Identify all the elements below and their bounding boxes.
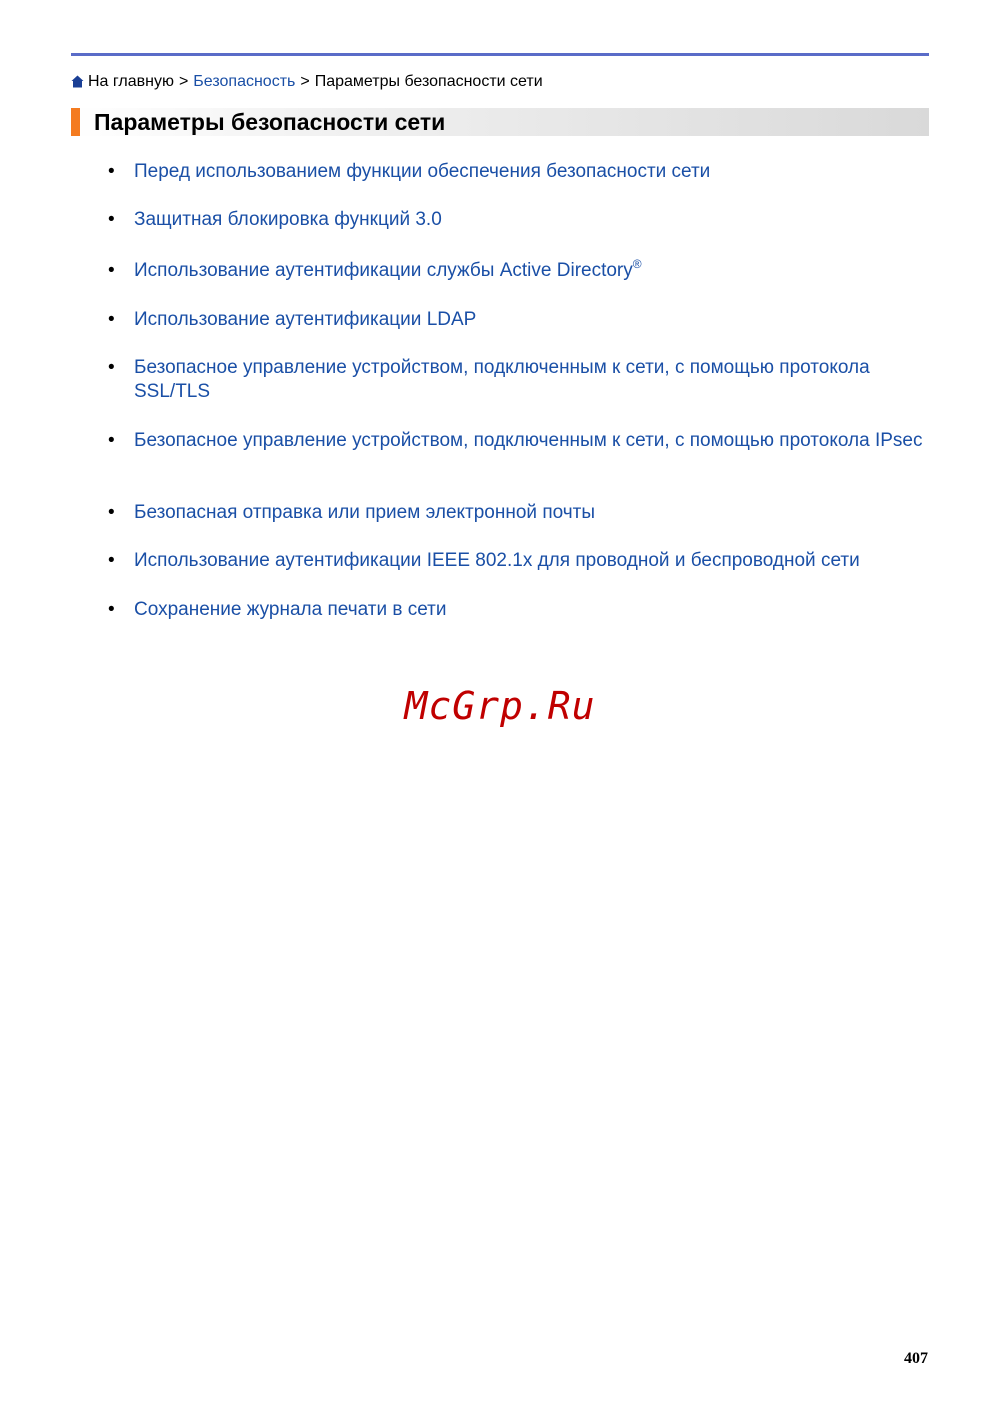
list-item bbox=[108, 160, 923, 184]
bullet: • bbox=[108, 430, 115, 451]
topic-link-ssl-tls[interactable]: Безопасное управление устройством, подключенным к сети, с помощью протокола SSL/TLS bbox=[134, 357, 870, 402]
list-item bbox=[108, 259, 923, 283]
topic-link-print-log[interactable]: Сохранение журнала печати в сети bbox=[134, 599, 447, 620]
registered-mark: ® bbox=[632, 257, 642, 271]
bullet: • bbox=[108, 502, 115, 523]
topic-link-before-use[interactable]: Перед использованием функции обеспечения безопасности сети bbox=[134, 161, 711, 182]
page-title: Параметры безопасности сети bbox=[94, 109, 446, 135]
breadcrumb bbox=[71, 72, 543, 92]
bullet: • bbox=[108, 309, 115, 330]
top-rule bbox=[71, 53, 929, 56]
breadcrumb-home[interactable]: На главную bbox=[88, 73, 174, 90]
bullet: • bbox=[108, 599, 115, 620]
topic-link-active-directory[interactable] bbox=[134, 259, 923, 283]
watermark: McGrp.Ru bbox=[404, 684, 596, 728]
home-icon bbox=[71, 75, 84, 88]
topic-link-secure-email[interactable]: Безопасная отправка или прием электронной почты bbox=[134, 502, 596, 523]
topic-link-ieee-8021x[interactable]: Использование аутентификации IEEE 802.1x для проводной и беспроводной сети bbox=[134, 550, 860, 571]
list-item bbox=[108, 501, 923, 525]
bullet: • bbox=[108, 260, 115, 281]
topic-link-ipsec[interactable]: Безопасное управление устройством, подключенным к сети, с помощью протокола IPsec bbox=[134, 430, 923, 451]
topic-link-ldap[interactable]: Использование аутентификации LDAP bbox=[134, 309, 477, 330]
breadcrumb-current: Параметры безопасности сети bbox=[314, 73, 543, 90]
breadcrumb-security-link[interactable]: Безопасность bbox=[193, 73, 296, 90]
breadcrumb-separator: > bbox=[300, 73, 310, 90]
list-item bbox=[108, 598, 923, 622]
list-item bbox=[108, 208, 923, 232]
topic-link-secure-function-lock[interactable]: Защитная блокировка функций 3.0 bbox=[134, 209, 442, 230]
bullet: • bbox=[108, 357, 115, 378]
breadcrumb-separator: > bbox=[178, 73, 189, 90]
list-item bbox=[108, 549, 923, 573]
page-number: 407 bbox=[904, 1350, 928, 1367]
bullet: • bbox=[108, 161, 115, 182]
list-item bbox=[108, 308, 923, 332]
topic-label: Использование аутентификации службы Active Directory bbox=[134, 260, 633, 281]
bullet: • bbox=[108, 209, 115, 230]
heading-accent bbox=[71, 108, 80, 136]
list-item bbox=[108, 429, 923, 453]
list-item bbox=[108, 356, 923, 404]
bullet: • bbox=[108, 550, 115, 571]
